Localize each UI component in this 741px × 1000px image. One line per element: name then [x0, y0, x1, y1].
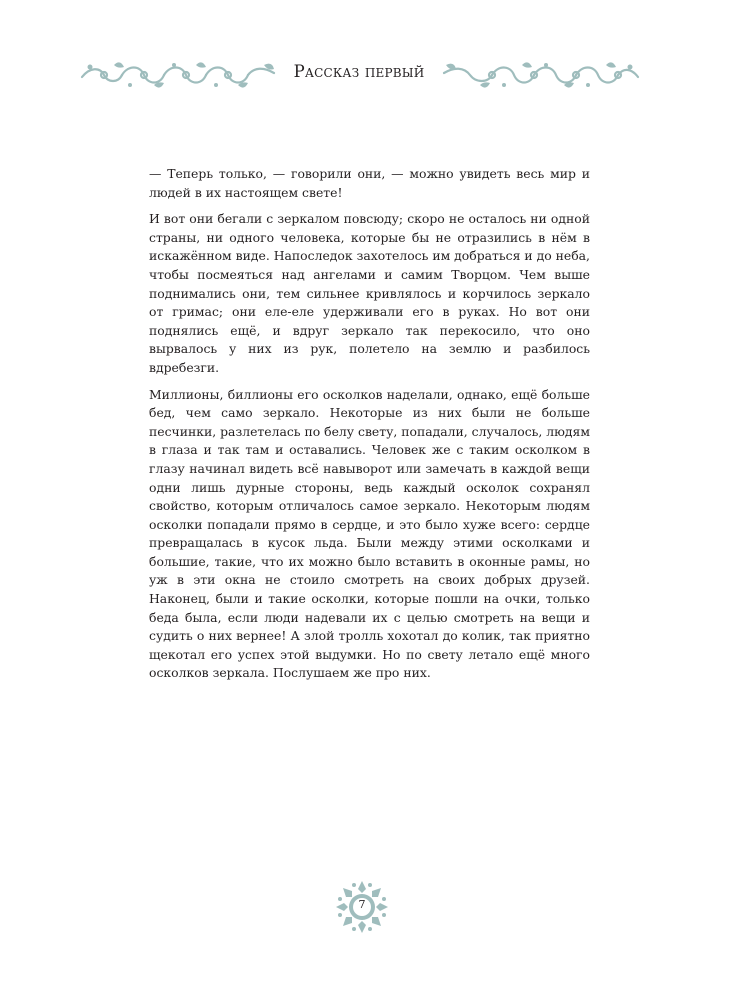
page-folio — [334, 879, 390, 935]
scroll-ornament-icon — [78, 59, 280, 91]
body-text — [149, 165, 590, 691]
scroll-ornament-icon — [438, 59, 642, 91]
page-number: 7 — [358, 898, 366, 911]
paragraph: — Теперь только, — говорили они, — можно увидеть весь мир и людей в их настоящем свете! — [149, 166, 590, 200]
running-header — [0, 55, 741, 95]
paragraph: Миллионы, биллионы его осколков наделали, однако, ещё больше бед, чем само зеркало. Некоторые из них были не больше песчинки, разлетелась по белу свету, попадали, случалось, людям в глаза и так там и оставались. Человек же с таким осколком в глазу начинал видеть всё навыворот или замечать в каждой вещи одни лишь дурные стороны, ведь каждый осколок сохранял свойство, которым отличалось самое зеркало. Некоторым людям осколки попадали прямо в сердце, и это было хуже всего: сердце превращалась в кусок льда. Были между этими осколками и большие, такие, что их можно было вставить в оконные рамы, но уж в эти окна не стоило смотреть на своих добрых друзей. Наконец, были и такие осколки, которые пошли на очки, только беда была, если люди надевали их с целью смотреть на вещи и судить о них вернее! А злой тролль хохотал до колик, так приятно щекотал его успех этой выдумки. Но по свету летало ещё много осколков зеркала. Послушаем же про них. — [149, 386, 590, 681]
paragraph: И вот они бегали с зеркалом повсюду; скоро не осталось ни одной страны, ни одного человека, которые бы не отразились в нём в искажённом виде. Напоследок захотелось им добраться и до неба, чтобы посмеяться над ангелами и самим Творцом. Чем выше поднимались они, тем сильнее кривлялось и корчилось зеркало от гримас; они еле-еле удерживали его в руках. Но вот они поднялись ещё, и вдруг зеркало так перекосило, что оно вырвалось у них из рук, полетело на землю и разбилось вдребезги. — [149, 211, 590, 375]
chapter-title: Рассказ первый — [293, 62, 425, 81]
